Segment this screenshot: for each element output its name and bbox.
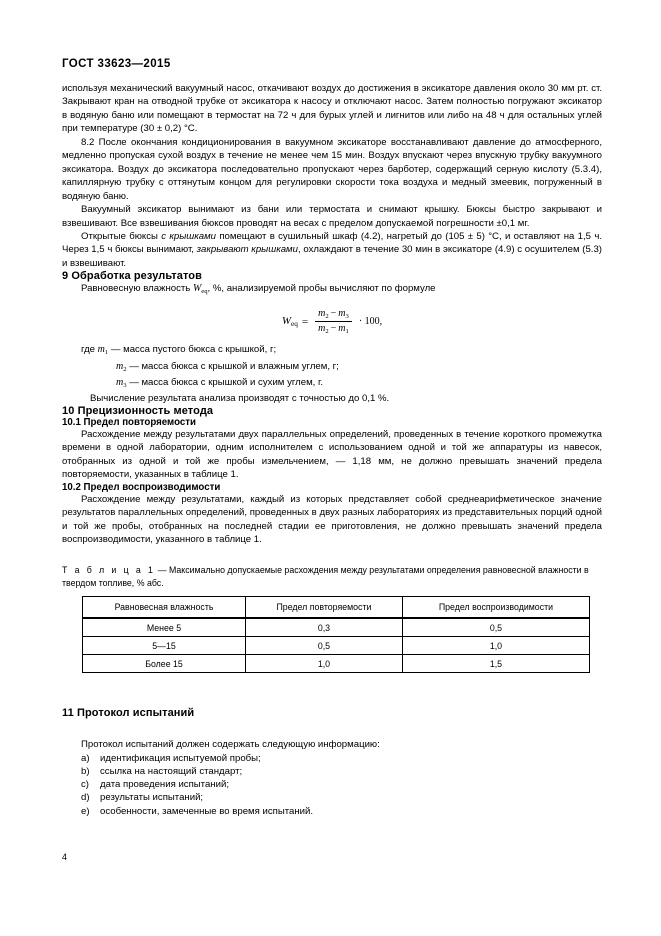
open-boxes-italic-1: с крышками	[161, 230, 217, 242]
subsection-heading-10-2: 10.2 Предел воспроизводимости	[62, 481, 221, 493]
cell-repeatability: 1,0	[246, 655, 403, 673]
cell-moisture: 5—15	[83, 637, 246, 655]
page-content	[62, 0, 602, 818]
table-row	[83, 655, 590, 673]
list-item	[62, 778, 602, 791]
variable-w-eq-subscript: eq	[201, 288, 208, 296]
section-heading-11: 11 Протокол испытаний	[62, 707, 195, 720]
formula-lhs-subscript: eq	[291, 320, 298, 329]
formula-denominator: $m_2 - m_1$	[318, 323, 349, 335]
open-boxes-part-1: Открытые бюксы	[81, 230, 162, 242]
page-number: 4	[62, 852, 68, 862]
list-item-text: идентификация испытуемой пробы;	[100, 752, 261, 764]
subsection-heading-10-1: 10.1 Предел повторяемости	[62, 416, 196, 428]
list-marker: c)	[81, 779, 89, 791]
cell-moisture: Более 15	[83, 655, 246, 673]
list-item	[62, 791, 602, 804]
formula-tail: · 100,	[358, 316, 383, 328]
list-marker: a)	[81, 752, 90, 764]
section-9-intro-part-2: , %, анализируемой пробы вычисляют по формуле	[207, 283, 436, 295]
paragraph-8-2: 8.2 После окончания кондиционирования в вакуумном эксикаторе восстанавливают давление до атмосферного, медленно пропуская сухой воздух в течение не менее чем 15 мин. Воздух впускают через впускную трубку вакуумного эксикатора. Воздух до эксикатора последовательно пропускают через барботер, содержащий серную кислоту (5.3.4), капиллярную трубку с оттянутым концом для регулировки скорости тока воздуха и медный змеевик, погруженный в водяную баню.	[62, 136, 602, 202]
paragraph-vacuum-desiccator: Вакуумный эксикатор вынимают из бани или термостата и снимают крышку. Бюксы быстро закрывают и взвешивают. Все взвешивания бюксов проводят на весах с пределом допускаемой погрешности ±0,1 мг.	[62, 204, 602, 229]
table-1-precision-limits	[82, 596, 590, 673]
table-row	[83, 618, 590, 637]
list-item-text: результаты испытаний;	[100, 792, 204, 804]
list-item	[62, 805, 602, 818]
list-marker: d)	[81, 792, 90, 804]
list-item-text: особенности, замеченные во время испытаний.	[100, 805, 314, 817]
section-heading-9: 9 Обработка результатов	[62, 270, 202, 283]
list-item-text: дата проведения испытаний;	[100, 779, 229, 791]
subsection-10-1-text: Расхождение между результатами двух параллельных определений, проведенных в течение короткого промежутка времени в одной лаборатории, одним исполнителем с использованием одной и той же аппаратуры из навесок, отобранных из одной и той же пробы измельчением, — 1,18 мм, не должно превышать значений предела повторяемости, указанных в таблице 1.	[62, 428, 602, 481]
open-boxes-part-2: помещают в сушильный шкаф (4.2), нагретый до (105 ± 5) °С, и оставляют на 1,5 ч. Через 1,5 ч бюксы вынимают,	[62, 230, 602, 256]
calculation-precision-note: Вычисление результата анализа производят с точностью до 0,1 %.	[90, 392, 390, 404]
definition-m2: $m_2$ — масса бюкса с крышкой и влажным углем, г;	[116, 360, 339, 373]
formula-equals: =	[301, 315, 309, 328]
column-header-repeatability: Предел повторяемости	[246, 597, 403, 619]
variable-w-eq: $W_{eq}$	[192, 283, 208, 296]
paragraph-8-1-continued: используя механический вакуумный насос, откачивают воздух до достижения в эксикаторе давления около 30 мм рт. ст. Закрывают кран на отводной трубке от эксикатора к насосу и отключают насос. Затем полностью погружают эксикатор в водяную баню или помещают в термостат на 72 ч для бурых углей и лигнитов или либо на 48 ч для остальных углей при температуре (30 ± 0,2) °С.	[62, 83, 602, 135]
equilibrium-moisture-formula	[62, 308, 602, 336]
cell-reproducibility: 0,5	[402, 618, 589, 637]
table-body	[83, 618, 590, 673]
table-1-caption	[62, 564, 602, 589]
formula-variable-definitions	[62, 343, 602, 404]
list-marker: b)	[81, 765, 90, 777]
list-item	[62, 752, 602, 765]
open-boxes-italic-2: закрывают крышками	[196, 244, 298, 256]
section-11-intro: Протокол испытаний должен содержать следующую информацию:	[81, 739, 380, 751]
cell-repeatability: 0,3	[246, 618, 403, 637]
column-header-moisture: Равновесная влажность	[83, 597, 246, 619]
column-header-reproducibility: Предел воспроизводимости	[402, 597, 589, 619]
section-9-intro	[62, 282, 602, 298]
table-header-row	[83, 597, 590, 619]
list-item-text: ссылка на настоящий стандарт;	[100, 765, 243, 777]
formula-lhs: $W_{eq}$	[281, 315, 298, 329]
standard-number-header: ГОСТ 33623—2015	[62, 58, 171, 70]
section-9-intro-part-1: Равновесную влажность	[81, 283, 193, 295]
paragraph-open-boxes	[62, 230, 602, 270]
section-heading-10: 10 Прецизионность метода	[62, 404, 214, 417]
table-row	[83, 637, 590, 655]
report-contents-list	[62, 752, 602, 818]
list-marker: e)	[81, 805, 90, 817]
table-header	[83, 597, 590, 619]
cell-reproducibility: 1,0	[402, 637, 589, 655]
formula-fraction-bar	[315, 321, 352, 322]
cell-reproducibility: 1,5	[402, 655, 589, 673]
cell-moisture: Менее 5	[83, 618, 246, 637]
list-item	[62, 765, 602, 778]
definition-m1: где $m_1$ — масса пустого бюкса с крышкой, г;	[81, 344, 277, 357]
subsection-10-2-text: Расхождение между результатами, каждый из которых представляет собой среднеарифметическое значение результатов параллельных определений, проведенных в двух разных лабораториях из представительных порций одной и той же пробы, отобранных на последней стадии ее приготовления, не должно превышать значений предела воспроизводимости, указанного в таблице 1.	[62, 493, 602, 545]
formula-fraction	[315, 308, 352, 336]
open-boxes-part-3: , охлаждают в течение 30 мин в эксикаторе (4.9) с осушителем (5.3) и взвешивают.	[62, 244, 602, 269]
cell-repeatability: 0,5	[246, 637, 403, 655]
table-1-label: Т а б л и ц а 1	[62, 565, 156, 576]
formula-numerator: $m_2 - m_3$	[318, 307, 349, 320]
definition-m3: $m_3$ — масса бюкса с крышкой и сухим углем, г.	[116, 376, 324, 389]
table-1-caption-text: — Максимально допускаемые расхождения между результатами определения равновесной влажности в твердом топливе, % абс.	[62, 565, 589, 588]
